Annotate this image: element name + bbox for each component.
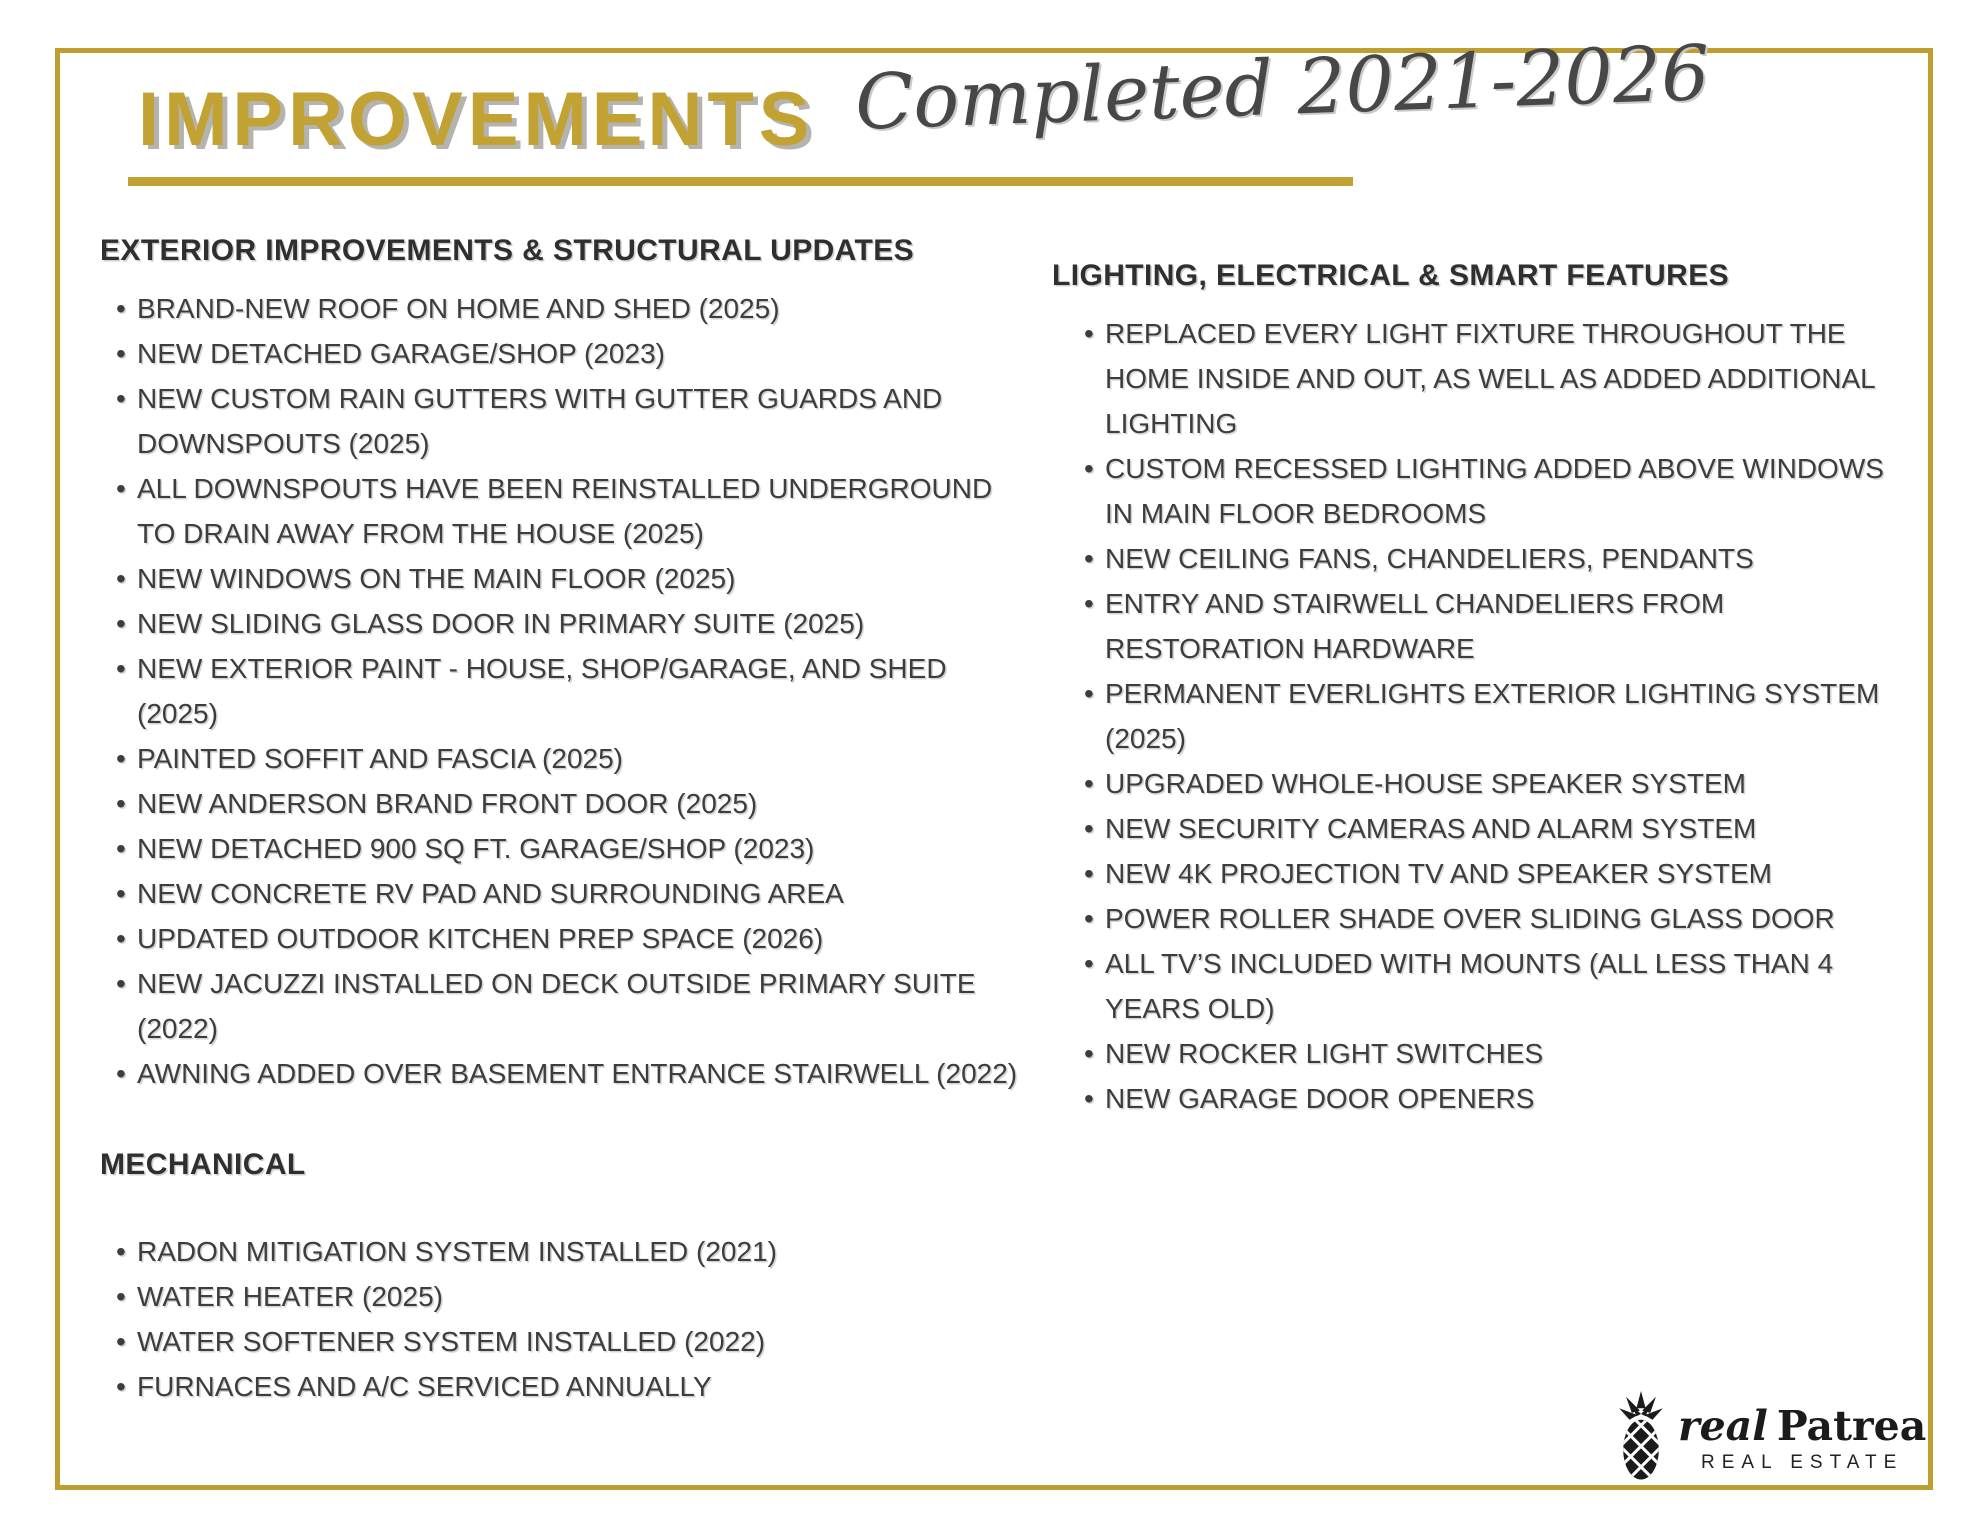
list-item: • NEW 4K PROJECTION TV AND SPEAKER SYSTEM [1052, 851, 1904, 896]
list-item: • NEW DETACHED 900 SQ FT. GARAGE/SHOP (2023) [100, 826, 1020, 871]
list-item: • NEW CEILING FANS, CHANDELIERS, PENDANTS [1052, 536, 1904, 581]
brand-logo [1618, 1392, 1927, 1487]
list-item: • NEW WINDOWS ON THE MAIN FLOOR (2025) [100, 556, 1020, 601]
list-item: • NEW GARAGE DOOR OPENERS [1052, 1076, 1904, 1121]
list-item: • UPDATED OUTDOOR KITCHEN PREP SPACE (2026) [100, 916, 1020, 961]
list-item: • POWER ROLLER SHADE OVER SLIDING GLASS DOOR [1052, 896, 1904, 941]
list-item: • NEW JACUZZI INSTALLED ON DECK OUTSIDE PRIMARY SUITE (2022) [100, 961, 1020, 1051]
list-item: • NEW ROCKER LIGHT SWITCHES [1052, 1031, 1904, 1076]
list-item: • ENTRY AND STAIRWELL CHANDELIERS FROM RESTORATION HARDWARE [1052, 581, 1904, 671]
exterior-list [100, 286, 1020, 1096]
list-item: • UPGRADED WHOLE-HOUSE SPEAKER SYSTEM [1052, 761, 1904, 806]
list-item: • RADON MITIGATION SYSTEM INSTALLED (2021) [100, 1229, 1020, 1274]
brand-name [1678, 1401, 1927, 1450]
left-column [100, 233, 1020, 1409]
brand-prefix: real [1678, 1401, 1768, 1450]
list-item: • AWNING ADDED OVER BASEMENT ENTRANCE STAIRWELL (2022) [100, 1051, 1020, 1096]
pineapple-icon [1618, 1391, 1664, 1488]
list-item: • PAINTED SOFFIT AND FASCIA (2025) [100, 736, 1020, 781]
list-item: • WATER SOFTENER SYSTEM INSTALLED (2022) [100, 1319, 1020, 1364]
brand-tagline: REAL ESTATE [1701, 1452, 1904, 1474]
list-item: • REPLACED EVERY LIGHT FIXTURE THROUGHOUT THE HOME INSIDE AND OUT, AS WELL AS ADDED ADDITIONAL LIGHTING [1052, 311, 1904, 446]
list-item: • ALL DOWNSPOUTS HAVE BEEN REINSTALLED UNDERGROUND TO DRAIN AWAY FROM THE HOUSE (2025) [100, 466, 1020, 556]
section-heading-lighting: LIGHTING, ELECTRICAL & SMART FEATURES [1052, 259, 1730, 292]
list-item: • NEW ANDERSON BRAND FRONT DOOR (2025) [100, 781, 1020, 826]
section-heading-mechanical: MECHANICAL [100, 1148, 306, 1181]
list-item: • NEW SLIDING GLASS DOOR IN PRIMARY SUITE (2025) [100, 601, 1020, 646]
right-column [1052, 258, 1904, 1121]
list-item: • NEW CONCRETE RV PAD AND SURROUNDING AREA [100, 871, 1020, 916]
list-item: • NEW SECURITY CAMERAS AND ALARM SYSTEM [1052, 806, 1904, 851]
list-item: • FURNACES AND A/C SERVICED ANNUALLY [100, 1364, 1020, 1409]
list-item: • WATER HEATER (2025) [100, 1274, 1020, 1319]
page-subtitle: Completed 2021-2026 [853, 27, 1711, 147]
page-title: IMPROVEMENTS [138, 77, 815, 162]
list-item: • ALL TV’S INCLUDED WITH MOUNTS (ALL LESS THAN 4 YEARS OLD) [1052, 941, 1904, 1031]
lighting-list [1052, 311, 1904, 1121]
mechanical-list [100, 1229, 1020, 1409]
gold-underline [128, 177, 1353, 186]
list-item: • PERMANENT EVERLIGHTS EXTERIOR LIGHTING SYSTEM (2025) [1052, 671, 1904, 761]
list-item: • NEW DETACHED GARAGE/SHOP (2023) [100, 331, 1020, 376]
list-item: • NEW CUSTOM RAIN GUTTERS WITH GUTTER GUARDS AND DOWNSPOUTS (2025) [100, 376, 1020, 466]
list-item: • NEW EXTERIOR PAINT - HOUSE, SHOP/GARAGE, AND SHED (2025) [100, 646, 1020, 736]
list-item: • CUSTOM RECESSED LIGHTING ADDED ABOVE WINDOWS IN MAIN FLOOR BEDROOMS [1052, 446, 1904, 536]
brand-main: Patrea [1776, 1401, 1927, 1450]
list-item: • BRAND-NEW ROOF ON HOME AND SHED (2025) [100, 286, 1020, 331]
section-heading-exterior: EXTERIOR IMPROVEMENTS & STRUCTURAL UPDATES [100, 234, 915, 267]
